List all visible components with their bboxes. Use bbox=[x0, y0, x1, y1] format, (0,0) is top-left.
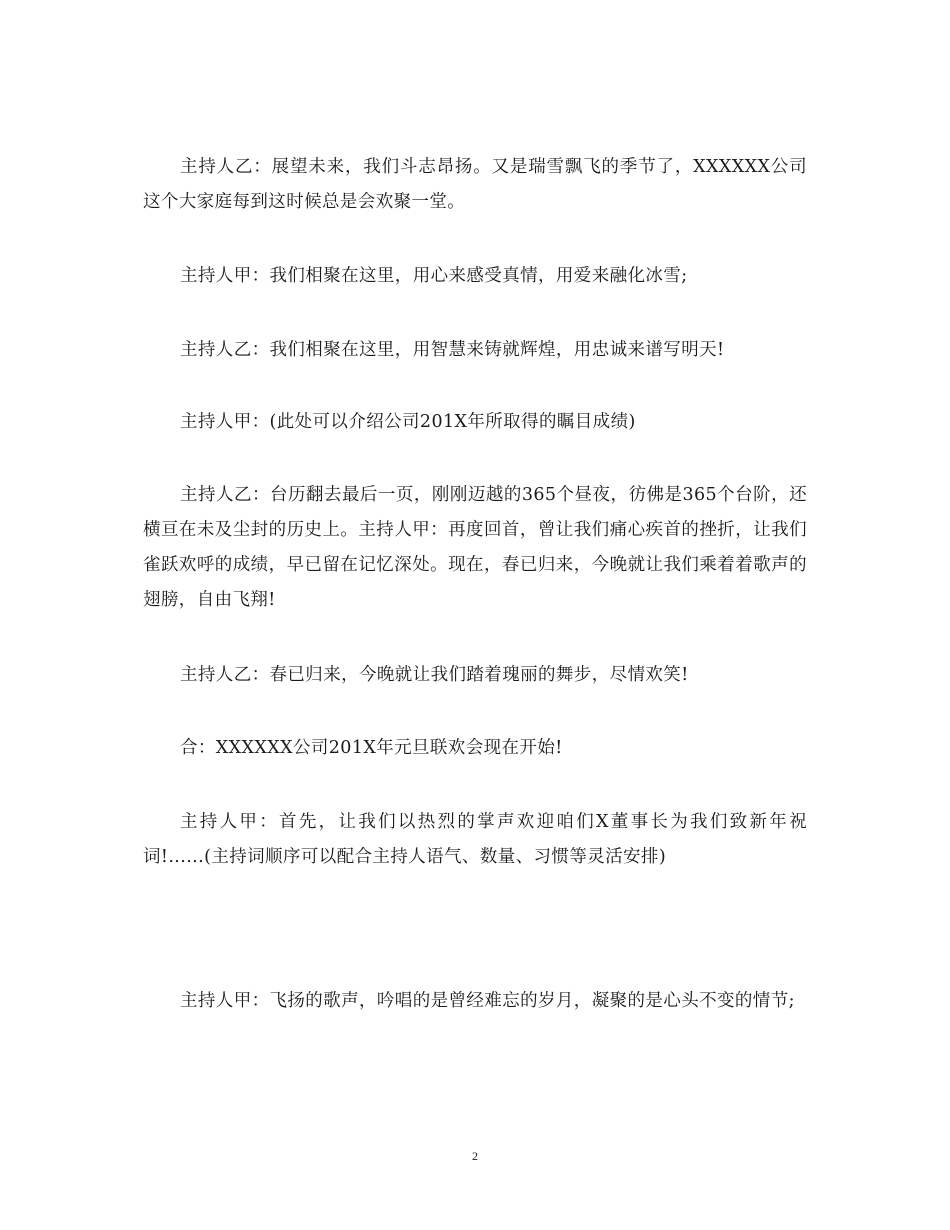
paragraph-host-a-song: 主持人甲：飞扬的歌声，吟唱的是曾经难忘的岁月，凝聚的是心头不变的情节; bbox=[180, 991, 795, 1011]
paragraph-host-b-wisdom: 主持人乙：我们相聚在这里，用智慧来铸就辉煌，用忠诚来谱写明天! bbox=[180, 340, 725, 360]
paragraph-host-b-calendar: 主持人乙：台历翻去最后一页，刚刚迈越的365个昼夜，彷佛是365个台阶，还横亘在未及尘封的历史上。主持人甲：再度回首，曾让我们痛心疾首的挫折，让我们雀跃欢呼的成绩，早已留在记忆深处。现在，春已归来，今晚就让我们乘着着歌声的翅膀，自由飞翔! bbox=[143, 485, 807, 610]
paragraph-host-b-spring: 主持人乙：春已归来，今晚就让我们踏着瑰丽的舞步，尽情欢笑! bbox=[180, 665, 689, 685]
paragraph-host-a-chairman: 主持人甲：首先，让我们以热烈的掌声欢迎咱们X董事长为我们致新年祝词!......(主持词顺序可以配合主持人语气、数量、习惯等灵活安排) bbox=[143, 812, 807, 867]
page-number: 2 bbox=[472, 1149, 478, 1163]
paragraph-together-opening: 合：XXXXXX公司201X年元旦联欢会现在开始! bbox=[180, 738, 563, 758]
paragraph-host-a-achievements: 主持人甲：(此处可以介绍公司201X年所取得的瞩目成绩) bbox=[180, 412, 636, 432]
paragraph-host-b-outlook: 主持人乙：展望未来，我们斗志昂扬。又是瑞雪飘飞的季节了，XXXXXX公司这个大家庭每到这时候总是会欢聚一堂。 bbox=[143, 157, 807, 212]
paragraph-host-a-gathering: 主持人甲：我们相聚在这里，用心来感受真情，用爱来融化冰雪; bbox=[180, 266, 688, 286]
